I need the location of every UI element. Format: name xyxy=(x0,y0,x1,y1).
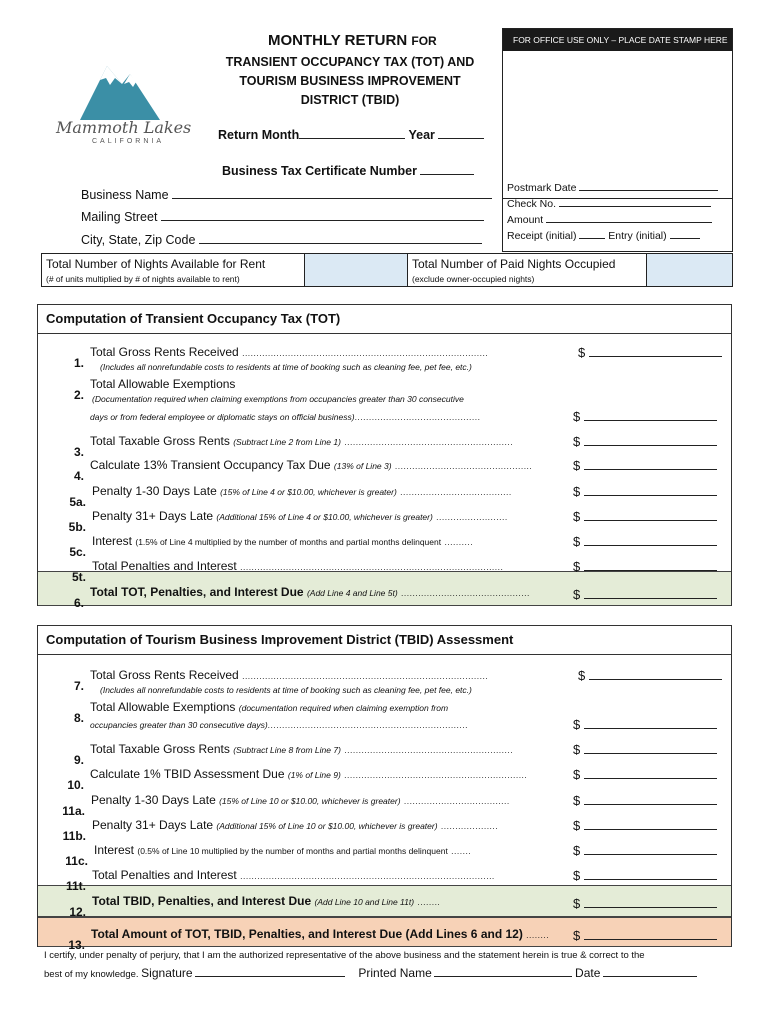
date-label: Date xyxy=(575,966,601,980)
form-subtitle-line: TOURISM BUSINESS IMPROVEMENT xyxy=(239,74,461,88)
certification-statement: I certify, under penalty of perjury, that I am the authorized representative of the above business and the statement herein is true & correct to the xyxy=(44,950,645,961)
amount-field[interactable] xyxy=(584,817,717,830)
section-divider xyxy=(38,333,731,334)
line-label: Total Gross Rents Received xyxy=(90,345,239,359)
dollar-sign: $ xyxy=(573,534,581,549)
tot-line-5a xyxy=(69,484,512,509)
line-number: 5a. xyxy=(69,495,86,509)
tbid-line-11b xyxy=(62,818,499,843)
business-tax-certificate xyxy=(222,163,474,178)
line-label: Total Penalties and Interest xyxy=(92,559,237,573)
line-number: 7. xyxy=(73,679,84,693)
amount-field[interactable] xyxy=(584,508,717,521)
amount-field[interactable] xyxy=(584,533,717,546)
tbid-line-10 xyxy=(67,767,528,792)
dollar-sign: $ xyxy=(573,409,581,424)
line-note: (Subtract Line 8 from Line 7) xyxy=(233,745,341,755)
amount-field[interactable] xyxy=(584,457,717,470)
line-note: (15% of Line 4 or $10.00, whichever is greater) xyxy=(220,487,397,497)
city-state-zip-field[interactable] xyxy=(199,232,482,244)
tot-line-5b xyxy=(68,509,508,534)
tbid-line-8-note xyxy=(90,717,468,731)
dollar-sign: $ xyxy=(573,717,581,732)
tbid-line-12-amount[interactable] xyxy=(573,895,717,911)
postmark-date-row xyxy=(507,181,718,194)
line-number: 5t. xyxy=(71,570,86,584)
leader-dots: ....................................... xyxy=(400,487,512,497)
line-note: (Add Line 10 and Line 11t) xyxy=(314,897,415,907)
paid-nights-note: (exclude owner-occupied nights) xyxy=(412,274,535,284)
nights-row xyxy=(41,253,733,287)
check-no-row xyxy=(507,197,711,210)
leader-dots: ........ xyxy=(417,897,441,907)
amount-row xyxy=(507,213,712,226)
line-note: occupancies greater than 30 consecutive days) xyxy=(90,720,268,730)
tbid-line-13 xyxy=(68,927,550,952)
line-note: (13% of Line 3) xyxy=(333,461,392,471)
printed-name-label: Printed Name xyxy=(358,966,432,980)
amount-field[interactable] xyxy=(584,842,717,855)
line-label: Total Allowable Exemptions xyxy=(90,700,236,714)
amount-field[interactable] xyxy=(584,867,717,880)
leader-dots: ...................................................................................... xyxy=(242,671,489,681)
entry-field[interactable] xyxy=(670,229,700,239)
leader-dots: ........................................................... xyxy=(344,437,514,447)
entry-label: Entry (initial) xyxy=(608,230,667,242)
tot-line-5b-amount[interactable] xyxy=(573,508,717,524)
tot-line-3 xyxy=(73,434,514,459)
leader-dots: ....... xyxy=(451,846,472,856)
receipt-label: Receipt (initial) xyxy=(507,230,577,242)
leader-dots: ................................................ xyxy=(394,461,533,471)
line-note: (0.5% of Line 10 multiplied by the number of months and partial months delinquent xyxy=(137,846,448,856)
dollar-sign: $ xyxy=(573,742,581,757)
line-number: 11t. xyxy=(65,879,86,893)
paid-nights-input[interactable] xyxy=(646,253,733,287)
tbid-line-7-amount[interactable] xyxy=(578,667,722,683)
line-note: (Additional 15% of Line 10 or $10.00, whichever is greater) xyxy=(216,821,438,831)
mailing-street-row xyxy=(81,209,484,224)
nights-available-label-cell xyxy=(41,253,305,287)
dollar-sign: $ xyxy=(573,767,581,782)
paid-nights-label-cell xyxy=(407,253,647,287)
tbid-line-11c-amount[interactable] xyxy=(573,842,717,858)
mailing-street-label: Mailing Street xyxy=(81,210,158,224)
return-month-field[interactable] xyxy=(299,127,405,139)
signature-field[interactable] xyxy=(195,966,345,977)
line-number: 5c. xyxy=(69,545,86,559)
amount-field[interactable] xyxy=(584,766,717,779)
signature-label: Signature xyxy=(141,966,193,980)
amount-field[interactable] xyxy=(584,558,717,571)
line-note: (Subtract Line 2 from Line 1) xyxy=(233,437,341,447)
line-number: 5b. xyxy=(68,520,86,534)
nights-available-label: Total Number of Nights Available for Rent xyxy=(46,257,266,271)
tbid-line-11c xyxy=(65,843,472,868)
tbid-line-10-amount[interactable] xyxy=(573,766,717,782)
tot-line-5a-amount[interactable] xyxy=(573,483,717,499)
tot-line-1-note: (Includes all nonrefundable costs to residents at time of booking such as cleaning fee, pet fee, etc.) xyxy=(100,362,472,372)
leader-dots: ............................................. xyxy=(401,588,530,598)
line-label: Total TOT, Penalties, and Interest Due xyxy=(90,585,304,599)
dollar-sign: $ xyxy=(573,434,581,449)
business-name-field[interactable] xyxy=(172,187,492,199)
dollar-sign: $ xyxy=(573,509,581,524)
btc-field[interactable] xyxy=(420,163,474,175)
dollar-sign: $ xyxy=(573,896,581,911)
tbid-line-9-amount[interactable] xyxy=(573,741,717,757)
dollar-sign: $ xyxy=(573,928,581,943)
postmark-date-label: Postmark Date xyxy=(507,182,577,194)
leader-dots: ........................................................... xyxy=(344,745,514,755)
tbid-line-11a-amount[interactable] xyxy=(573,792,717,808)
line-label: Penalty 31+ Days Late xyxy=(92,818,214,832)
line-note: (1% of Line 9) xyxy=(287,770,341,780)
line-number: 13. xyxy=(68,938,85,952)
line-number: 3. xyxy=(73,445,84,459)
leader-dots: ........ xyxy=(526,930,550,940)
dollar-sign: $ xyxy=(578,345,586,360)
amount-field[interactable] xyxy=(584,716,717,729)
logo-state: CALIFORNIA xyxy=(92,138,165,145)
tot-line-4 xyxy=(73,458,533,483)
tot-line-5t xyxy=(71,559,504,584)
dollar-sign: $ xyxy=(573,484,581,499)
line-label: Total Gross Rents Received xyxy=(90,668,239,682)
tbid-line-7-note: (Includes all nonrefundable costs to residents at time of booking such as cleaning fee, pet fee, etc.) xyxy=(100,685,472,695)
line-note: days or from federal employee or diplomatic stays on official business) xyxy=(90,412,355,422)
business-name-label: Business Name xyxy=(81,188,169,202)
form-title-text: MONTHLY RETURN xyxy=(268,32,408,49)
line-note: (Add Line 4 and Line 5t) xyxy=(306,588,398,598)
nights-available-input[interactable] xyxy=(304,253,408,287)
tbid-line-8-amount[interactable] xyxy=(573,716,717,732)
form-title-suffix: FOR xyxy=(411,34,437,48)
dollar-sign: $ xyxy=(573,843,581,858)
line-note: (15% of Line 10 or $10.00, whichever is greater) xyxy=(219,796,401,806)
city-state-zip-row xyxy=(81,232,482,247)
dollar-sign: $ xyxy=(573,818,581,833)
dollar-sign: $ xyxy=(578,668,586,683)
leader-dots: ......................... xyxy=(436,512,508,522)
tot-line-2-note-a: (Documentation required when claiming exemptions from occupancies greater than 30 consecutive xyxy=(92,394,464,404)
section-divider xyxy=(38,654,731,655)
line-note: (Additional 15% of Line 4 or $10.00, whichever is greater) xyxy=(216,512,433,522)
leader-dots: ...................................................................................... xyxy=(242,348,489,358)
tbid-line-12 xyxy=(69,894,441,919)
amount-field[interactable] xyxy=(546,213,712,223)
line-label: Interest xyxy=(92,534,133,548)
date-field[interactable] xyxy=(603,966,697,977)
line-number: 4. xyxy=(73,469,84,483)
line-label: Penalty 1-30 Days Late xyxy=(91,793,216,807)
tot-line-5c-amount[interactable] xyxy=(573,533,717,549)
btc-label: Business Tax Certificate Number xyxy=(222,164,417,178)
dollar-sign: $ xyxy=(573,559,581,574)
line-label: Penalty 31+ Days Late xyxy=(92,509,214,523)
amount-field[interactable] xyxy=(584,792,717,805)
nights-available-note: (# of units multiplied by # of nights available to rent) xyxy=(46,274,240,284)
amount-field[interactable] xyxy=(589,667,722,680)
certification-signature-row xyxy=(44,966,697,980)
business-name-row xyxy=(81,187,492,202)
receipt-entry-row xyxy=(507,229,700,242)
tot-line-6-amount[interactable] xyxy=(573,586,717,602)
dollar-sign: $ xyxy=(573,458,581,473)
line-number: 11a. xyxy=(62,804,85,818)
line-note: (1.5% of Line 4 multiplied by the number of months and partial months delinquent xyxy=(135,537,442,547)
line-label: Total TBID, Penalties, and Interest Due xyxy=(92,894,312,908)
tot-section-title: Computation of Transient Occupancy Tax (TOT) xyxy=(46,311,341,326)
line-number: 8. xyxy=(73,711,84,725)
leader-dots: ..................................... xyxy=(403,796,510,806)
tbid-section-title: Computation of Tourism Business Improvement District (TBID) Assessment xyxy=(46,632,514,647)
amount-field[interactable] xyxy=(589,344,722,357)
amount-field[interactable] xyxy=(584,927,717,940)
certification-statement-end: best of my knowledge. xyxy=(44,969,139,980)
amount-field[interactable] xyxy=(584,586,717,599)
tbid-line-11a xyxy=(62,793,510,818)
tbid-line-9 xyxy=(73,742,514,767)
amount-field[interactable] xyxy=(584,433,717,446)
tbid-line-11t xyxy=(65,868,495,893)
check-no-field[interactable] xyxy=(559,197,711,207)
year-field[interactable] xyxy=(438,127,484,139)
tot-line-5t-amount[interactable] xyxy=(573,558,717,574)
tbid-line-13-amount[interactable] xyxy=(573,927,717,943)
leader-dots: ......................................................................................... xyxy=(240,871,495,881)
line-number: 11b. xyxy=(62,829,86,843)
line-number: 11c. xyxy=(65,854,88,868)
line-note: (documentation required when claiming exemption from xyxy=(238,703,449,713)
tot-line-2-amount[interactable] xyxy=(573,408,717,424)
tot-line-2 xyxy=(73,377,236,402)
leader-dots: .................... xyxy=(440,821,499,831)
leader-dots: .......... xyxy=(444,537,474,547)
tot-line-1-amount[interactable] xyxy=(578,344,722,360)
tot-line-2-note-b xyxy=(90,409,480,423)
leader-dots: ...................................................................... xyxy=(267,720,468,730)
line-label: Total Penalties and Interest xyxy=(92,868,237,882)
leader-dots: ............................................................................................ xyxy=(240,562,504,572)
tbid-line-11t-amount[interactable] xyxy=(573,867,717,883)
return-month-year xyxy=(218,127,484,142)
mammoth-lakes-logo xyxy=(52,58,200,153)
line-label: Calculate 1% TBID Assessment Due xyxy=(90,767,285,781)
postmark-date-field[interactable] xyxy=(579,181,718,191)
line-label: Total Amount of TOT, TBID, Penalties, and Interest Due (Add Lines 6 and 12) xyxy=(91,927,523,941)
line-label: Interest xyxy=(94,843,135,857)
line-number: 6. xyxy=(73,596,84,610)
line-label: Total Taxable Gross Rents xyxy=(90,434,230,448)
line-number: 1. xyxy=(73,356,84,370)
tot-line-5c xyxy=(69,534,474,559)
dollar-sign: $ xyxy=(573,868,581,883)
check-no-label: Check No. xyxy=(507,198,557,210)
return-month-label: Return Month xyxy=(218,128,300,142)
tot-line-6 xyxy=(73,585,530,610)
leader-dots: ............................................ xyxy=(354,412,481,422)
line-number: 2. xyxy=(73,388,84,402)
form-title xyxy=(268,32,437,49)
line-number: 10. xyxy=(67,778,84,792)
mailing-street-field[interactable] xyxy=(161,209,484,221)
line-label: Total Allowable Exemptions xyxy=(90,377,236,391)
tot-line-3-amount[interactable] xyxy=(573,433,717,449)
dollar-sign: $ xyxy=(573,793,581,808)
city-state-zip-label: City, State, Zip Code xyxy=(81,233,196,247)
line-label: Total Taxable Gross Rents xyxy=(90,742,230,756)
amount-label: Amount xyxy=(507,214,544,226)
logo-wordmark: Mammoth Lakes xyxy=(56,118,192,137)
form-subtitle xyxy=(200,53,500,110)
line-label: Penalty 1-30 Days Late xyxy=(92,484,217,498)
amount-field[interactable] xyxy=(584,741,717,754)
receipt-field[interactable] xyxy=(579,229,605,239)
form-subtitle-line: DISTRICT (TBID) xyxy=(300,93,400,107)
paid-nights-label: Total Number of Paid Nights Occupied xyxy=(412,257,616,271)
tbid-line-11b-amount[interactable] xyxy=(573,817,717,833)
line-number: 9. xyxy=(73,753,84,767)
tot-line-4-amount[interactable] xyxy=(573,457,717,473)
amount-field[interactable] xyxy=(584,483,717,496)
dollar-sign: $ xyxy=(573,587,581,602)
line-label: Calculate 13% Transient Occupancy Tax Due xyxy=(90,458,331,472)
amount-field[interactable] xyxy=(584,408,717,421)
form-subtitle-line: TRANSIENT OCCUPANCY TAX (TOT) AND xyxy=(225,55,475,69)
leader-dots: ................................................................ xyxy=(344,770,528,780)
office-use-header: FOR OFFICE USE ONLY – PLACE DATE STAMP HERE xyxy=(503,29,732,51)
date-stamp-area xyxy=(503,51,732,199)
year-label: Year xyxy=(408,128,435,142)
amount-field[interactable] xyxy=(584,895,717,908)
printed-name-field[interactable] xyxy=(434,966,572,977)
line-number: 12. xyxy=(69,905,86,919)
